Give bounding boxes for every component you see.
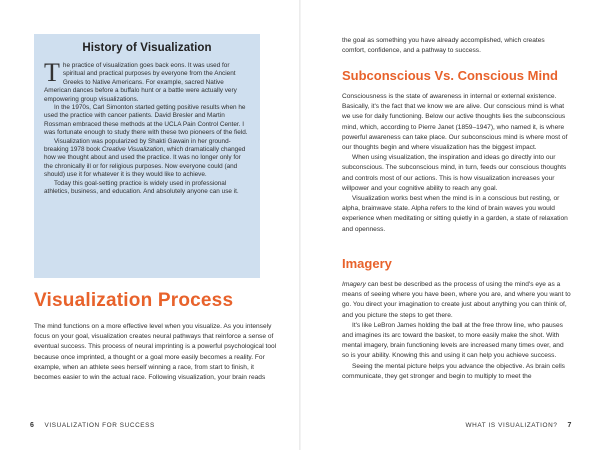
sidebar-text: he practice of visualization goes back eons. It was used for spiritual and practical purposes by everyone from the Ancient Greeks to Native Americans. For example, sacred Native American dances before a buffalo hunt or a battle were actually very empowering group visualizations.	[44, 62, 237, 103]
left-body	[34, 322, 280, 383]
imagery-body	[342, 280, 572, 382]
section-title: Visualization Process	[34, 290, 234, 311]
body-paragraph: It's like LeBron James holding the ball at the free throw line, who pauses and imagines its arc toward the basket, to more easily make the shot. With mental imagery, brain functioning levels are increased many times over, and so is your ability. Knowing this and using it can help you achieve success.	[342, 321, 564, 360]
left-page	[0, 0, 298, 450]
drop-cap: T	[44, 58, 60, 87]
sidebar-text: , which dramatically changed how we thought about and used the practice. It was no longer only for the chronically ill or for religious purposes. Now everyone could (and should) use it for whatever it is they would like to achieve.	[44, 146, 246, 179]
body-paragraph: When using visualization, the inspiration and ideas go directly into our subconscious. The subconscious mind, in turn, feeds our conscious thoughts and controls most of our actions. This is how visualization increases your willpower and your cognitive ability to reach any goal.	[342, 154, 567, 192]
right-footer	[465, 422, 572, 429]
left-footer	[30, 422, 155, 429]
subconscious-heading: Subconscious Vs. Conscious Mind	[342, 68, 558, 83]
body-paragraph	[342, 280, 572, 321]
imagery-term: Imagery	[342, 281, 366, 288]
page-number: 7	[567, 422, 572, 429]
body-paragraph: Consciousness is the state of awareness in internal or external existence. Basically, it's the fact that we know we are alive. Our conscious mind is what we use for daily functioning. Below our active thoughts lies the subconscious mind, which, according to Pierre Janet (1859–1947), who named it, is where powerful awareness can take place. Our subconscious mind is where most of our thoughts begin and where visualization has the biggest impact.	[342, 93, 568, 152]
book-title: Creative Visualization	[101, 146, 164, 154]
gutter	[299, 0, 301, 450]
body-paragraph: The mind functions on a more effective level when you visualize. As you intensely focus on your goal, visualization creates neural pathways that reinforce a sense of eventual success. This process of neural imprinting is a powerful psychological tool because once imprinted, a thought or a goal more easily becomes a reality. For example, when an athlete sees herself winning a race, from start to finish, it becomes easier to win the actual race. Following visualization, your brain reads	[34, 323, 277, 382]
imagery-heading: Imagery	[342, 256, 392, 271]
running-head: WHAT IS VISUALIZATION?	[465, 422, 558, 429]
body-paragraph: Seeing the mental picture helps you advance the objective. As brain cells communicate, they get stronger and begin to multiply to meet the	[342, 362, 565, 380]
sidebar-title: History of Visualization	[82, 42, 212, 54]
running-head: VISUALIZATION FOR SUCCESS	[44, 422, 155, 429]
right-continuation	[342, 36, 570, 56]
sidebar-paragraph	[44, 138, 250, 180]
subconscious-body	[342, 92, 572, 235]
sidebar-paragraph: Today this goal-setting practice is widely used in professional athletics, business, and education. And absolutely anyone can use it.	[44, 179, 239, 196]
body-paragraph: Visualization works best when the mind is in a conscious but resting, or alpha, brainwave state. Alpha refers to the kind of brain waves you would experience when meditating or sitting quietly in a garden, a state of relaxation and openness.	[342, 195, 568, 233]
page-number: 6	[30, 422, 35, 429]
sidebar-text: Visualization was popularized by Shakti Gawain in her ground-breaking 1978 book	[44, 137, 231, 154]
body-paragraph: the goal as something you have already accomplished, which creates comfort, confidence, and a pathway to success.	[342, 37, 545, 55]
sidebar-paragraph: In the 1970s, Carl Simonton started getting positive results when he used the practice with cancer patients. David Bresler and Martin Rossman embraced these methods at the UCLA Pain Control Center. I was fortunate enough to study there with these two pioneers of the field.	[44, 104, 248, 137]
sidebar-paragraph	[44, 58, 250, 104]
body-text: can best be described as the process of using the mind's eye as a means of seeing where you have been, where you are, and where you want to go. You direct your imagination to create just about anything you can think of, and you picture the steps to get there.	[342, 281, 571, 319]
history-sidebar	[34, 34, 260, 278]
